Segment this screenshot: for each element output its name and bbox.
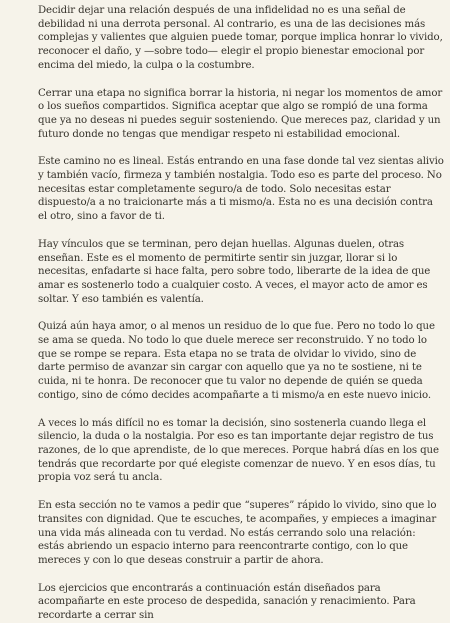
paragraph: Cerrar una etapa no significa borrar la historia, ni negar los momentos de amor o los sueños compartidos. Significa aceptar que algo se rompió de una forma que ya no deseas ni puedes seguir sosteniendo. Que mereces paz, claridad y un futuro donde no tengas que mendigar respeto ni estabilidad emocional.	[38, 87, 443, 140]
paragraph: Hay vínculos que se terminan, pero dejan huellas. Algunas duelen, otras enseñan. Este es el momento de permitirte sentir sin juzgar, llorar si lo necesitas, enfadarte si hace falta, pero sobre todo, liberarte de la idea de que amar es sostenerlo todo a cualquier costo. A veces, el mayor acto de amor es soltar. Y eso también es valentía.	[38, 238, 431, 305]
paragraph: Los ejercicios que encontrarás a continuación están diseñados para acompañarte en este proceso de despedida, sanación y renacimiento. Para recordarte a cerrar sin	[38, 582, 416, 622]
paragraph: Este camino no es lineal. Estás entrando en una fase donde tal vez sientas alivio y también vacío, firmeza y también nostalgia. Todo eso es parte del proceso. No necesitas estar completamente seguro/a de todo. Solo necesitas estar dispuesto/a a no traicionarte más a ti mismo/a. Esta no es una decisión contra el otro, sino a favor de ti.	[38, 156, 444, 223]
paragraph: A veces lo más difícil no es tomar la decisión, sino sostenerla cuando llega el silencio, la duda o la nostalgia. Por eso es tan importante dejar registro de tus razones, de lo que aprendiste, de lo que mereces. Porque habrá días en los que tendrás que recordarte por qué elegiste comenzar de nuevo. Y en esos días, tu propia voz será tu ancla.	[38, 417, 439, 484]
paragraph: Decidir dejar una relación después de una infidelidad no es una señal de debilidad ni una derrota personal. Al contrario, es una de las decisiones más complejas y valientes que alguien puede tomar, porque implica honrar lo vivido, reconocer el daño, y —sobre todo— elegir el propio bienestar emocional por encima del miedo, la culpa o la costumbre.	[38, 5, 443, 71]
paragraph: Quizá aún haya amor, o al menos un residuo de lo que fue. Pero no todo lo que se ama se queda. No todo lo que duele merece ser reconstruido. Y no todo lo que se rompe se repara. Esta etapa no se trata de olvidar lo vivido, sino de darte permiso de avanzar sin cargar con aquello que ya no te sostiene, ni te cuida, ni te honra. De reconocer que tu valor no depende de quién se queda contigo, sino de cómo decides acompañarte a ti mismo/a en este nuevo inicio.	[38, 321, 435, 401]
paragraph: En esta sección no te vamos a pedir que “superes” rápido lo vivido, sino que lo transites con dignidad. Que te escuches, te acompañes, y empieces a imaginar una vida más alineada con tu verdad. No estás cerrando solo una relación: estás abriendo un espacio interno para reencontrarte contigo, con lo que mereces y con lo que deseas construir a partir de ahora.	[38, 500, 437, 566]
